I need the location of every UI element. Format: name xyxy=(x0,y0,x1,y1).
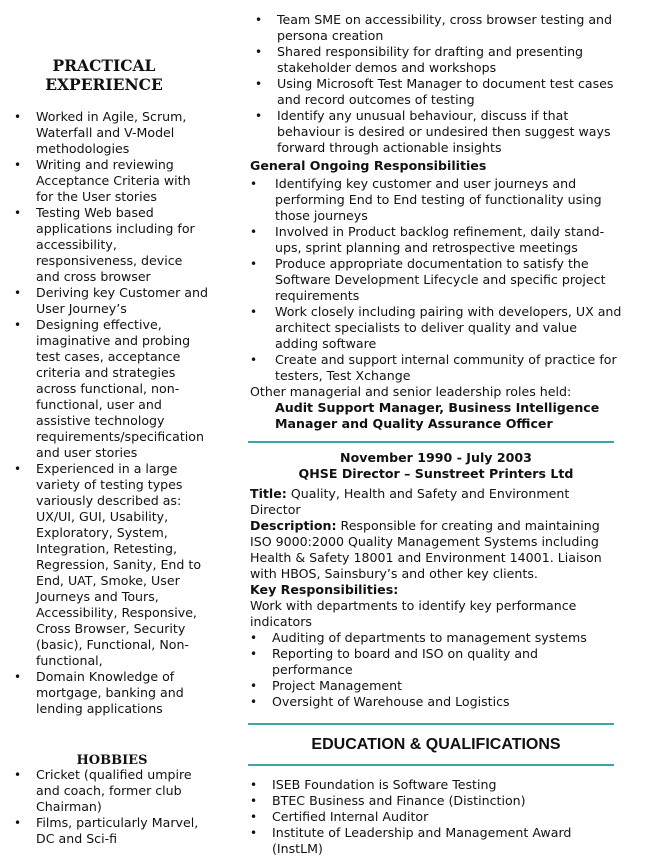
bullet-icon: • xyxy=(255,13,263,27)
hobbies-list xyxy=(14,767,210,847)
practical-item xyxy=(14,157,210,205)
bullet-icon: • xyxy=(250,679,258,693)
bullet-icon: • xyxy=(14,670,22,684)
practical-item xyxy=(14,205,210,285)
bullet-icon: • xyxy=(255,109,263,123)
ongoing-item-text: Create and support internal community of practice for testers, Test Xchange xyxy=(275,352,617,383)
key-responsibility-item xyxy=(250,630,622,646)
bullet-icon: • xyxy=(250,810,258,824)
divider xyxy=(248,441,614,443)
bullet-icon: • xyxy=(14,286,22,300)
education-item xyxy=(250,777,622,793)
responsibility-item xyxy=(255,108,622,156)
education-item-text: Institute of Leadership and Management Award (InstLM) xyxy=(272,825,572,856)
ongoing-item xyxy=(250,224,622,256)
hobby-item-text: Films, particularly Marvel, DC and Sci-fi xyxy=(36,815,199,846)
divider xyxy=(248,764,614,766)
right-column xyxy=(250,12,622,857)
responsibility-item xyxy=(255,76,622,108)
job-description-value: Responsible for creating and maintaining ISO 9000:2000 Quality Management Systems including Health & Safety 18001 and Environment 14001. Liaison with HBOS, Sainsbury’s and other key clients. xyxy=(250,518,602,581)
ongoing-item xyxy=(250,256,622,304)
bullet-icon: • xyxy=(255,45,263,59)
hobby-item xyxy=(14,767,210,815)
ongoing-item-text: Identifying key customer and user journeys and performing End to End testing of functionality using those journeys xyxy=(275,176,602,223)
practical-item-text: Testing Web based applications including for accessibility, responsiveness, device and cross browser xyxy=(36,205,195,284)
key-responsibilities-title: Key Responsibilities: xyxy=(250,582,399,597)
ongoing-item-text: Produce appropriate documentation to satisfy the Software Development Lifecycle and specific project requirements xyxy=(275,256,606,303)
practical-experience-title: PRACTICAL EXPERIENCE xyxy=(45,56,163,94)
practical-item xyxy=(14,285,210,317)
ongoing-responsibilities-title: General Ongoing Responsibilities xyxy=(250,158,487,173)
key-responsibility-item-text: Auditing of departments to management systems xyxy=(272,630,587,645)
job-title-line xyxy=(250,486,622,518)
education-item xyxy=(250,809,622,825)
education-item xyxy=(250,825,622,857)
practical-item-text: Deriving key Customer and User Journey’s xyxy=(36,285,208,316)
ongoing-item xyxy=(250,352,622,384)
bullet-icon: • xyxy=(14,110,22,124)
bullet-icon: • xyxy=(14,462,22,476)
practical-experience-list xyxy=(14,109,210,717)
job-title-value: Quality, Health and Safety and Environment Director xyxy=(250,486,570,517)
practical-item-text: Worked in Agile, Scrum, Waterfall and V-Model methodologies xyxy=(36,109,187,156)
practical-item-text: Writing and reviewing Acceptance Criteria with for the User stories xyxy=(36,157,191,204)
bullet-icon: • xyxy=(250,794,258,808)
hobby-item-text: Cricket (qualified umpire and coach, former club Chairman) xyxy=(36,767,192,814)
practical-item-text: Experienced in a large variety of testing types variously described as: UX/UI, GUI, Usability, Exploratory, System, Integration, Retesting, Regression, Sanity, End to End, UAT, Smoke, User Journeys and Tours, Accessibility, Responsive, Cross Browser, Security (basic), Functional, Non-functional, xyxy=(36,461,202,668)
practical-item-text: Domain Knowledge of mortgage, banking and lending applications xyxy=(36,669,184,716)
responsibility-item-text: Using Microsoft Test Manager to document test cases and record outcomes of testing xyxy=(277,76,614,107)
job-company: QHSE Director – Sunstreet Printers Ltd xyxy=(298,466,574,481)
key-responsibility-item xyxy=(250,678,622,694)
divider xyxy=(248,723,614,725)
education-item xyxy=(250,793,622,809)
other-roles-intro: Other managerial and senior leadership roles held: xyxy=(250,384,572,399)
job-title-label: Title: xyxy=(250,486,287,501)
bullet-icon: • xyxy=(14,318,22,332)
job-description xyxy=(250,518,622,582)
bullet-icon: • xyxy=(250,305,258,319)
practical-item xyxy=(14,461,210,669)
key-responsibility-item xyxy=(250,646,622,678)
bullet-icon: • xyxy=(255,77,263,91)
ongoing-item xyxy=(250,304,622,352)
bullet-icon: • xyxy=(250,647,258,661)
bullet-icon: • xyxy=(250,778,258,792)
responsibility-item-text: Identify any unusual behaviour, discuss if that behaviour is desired or undesired then suggest ways forward through actionable insights xyxy=(277,108,611,155)
education-list xyxy=(250,777,622,857)
ongoing-item xyxy=(250,176,622,224)
bullet-icon: • xyxy=(250,631,258,645)
left-column xyxy=(14,56,210,717)
practical-item xyxy=(14,109,210,157)
bullet-icon: • xyxy=(14,768,22,782)
job-description-label: Description: xyxy=(250,518,337,533)
bullet-icon: • xyxy=(14,158,22,172)
key-responsibility-item-text: Project Management xyxy=(272,678,403,693)
bullet-icon: • xyxy=(250,177,258,191)
education-item-text: Certified Internal Auditor xyxy=(272,809,429,824)
bullet-icon: • xyxy=(14,206,22,220)
ongoing-item-text: Work closely including pairing with developers, UX and architect specialists to deliver quality and value adding software xyxy=(275,304,622,351)
practical-item-text: Designing effective, imaginative and probing test cases, acceptance criteria and strategies across functional, non-functional, user and assistive technology requirements/specification and user stories xyxy=(36,317,204,460)
education-item-text: BTEC Business and Finance (Distinction) xyxy=(272,793,526,808)
key-responsibilities-list xyxy=(250,630,622,710)
bullet-icon: • xyxy=(250,225,258,239)
responsibility-item-text: Team SME on accessibility, cross browser testing and persona creation xyxy=(277,12,613,43)
key-responsibilities-intro: Work with departments to identify key performance indicators xyxy=(250,598,577,629)
bullet-icon: • xyxy=(250,826,258,840)
bullet-icon: • xyxy=(250,353,258,367)
responsibility-item-text: Shared responsibility for drafting and presenting stakeholder demos and workshops xyxy=(277,44,584,75)
practical-item xyxy=(14,317,210,461)
hobbies-title: HOBBIES xyxy=(76,753,148,768)
role-responsibilities-list xyxy=(255,12,622,156)
job-dates: November 1990 - July 2003 xyxy=(340,450,532,465)
bullet-icon: • xyxy=(250,257,258,271)
bullet-icon: • xyxy=(14,816,22,830)
responsibility-item xyxy=(255,12,622,44)
education-title: EDUCATION & QUALIFICATIONS xyxy=(311,736,561,753)
bullet-icon: • xyxy=(250,695,258,709)
responsibility-item xyxy=(255,44,622,76)
key-responsibility-item-text: Reporting to board and ISO on quality and performance xyxy=(272,646,539,677)
key-responsibility-item-text: Oversight of Warehouse and Logistics xyxy=(272,694,510,709)
hobby-item xyxy=(14,815,210,847)
ongoing-item-text: Involved in Product backlog refinement, daily stand-ups, sprint planning and retrospective meetings xyxy=(275,224,605,255)
other-roles: Audit Support Manager, Business Intelligence Manager and Quality Assurance Officer xyxy=(275,400,600,431)
practical-item xyxy=(14,669,210,717)
ongoing-responsibilities-list xyxy=(250,176,622,384)
key-responsibility-item xyxy=(250,694,622,710)
education-item-text: ISEB Foundation is Software Testing xyxy=(272,777,497,792)
